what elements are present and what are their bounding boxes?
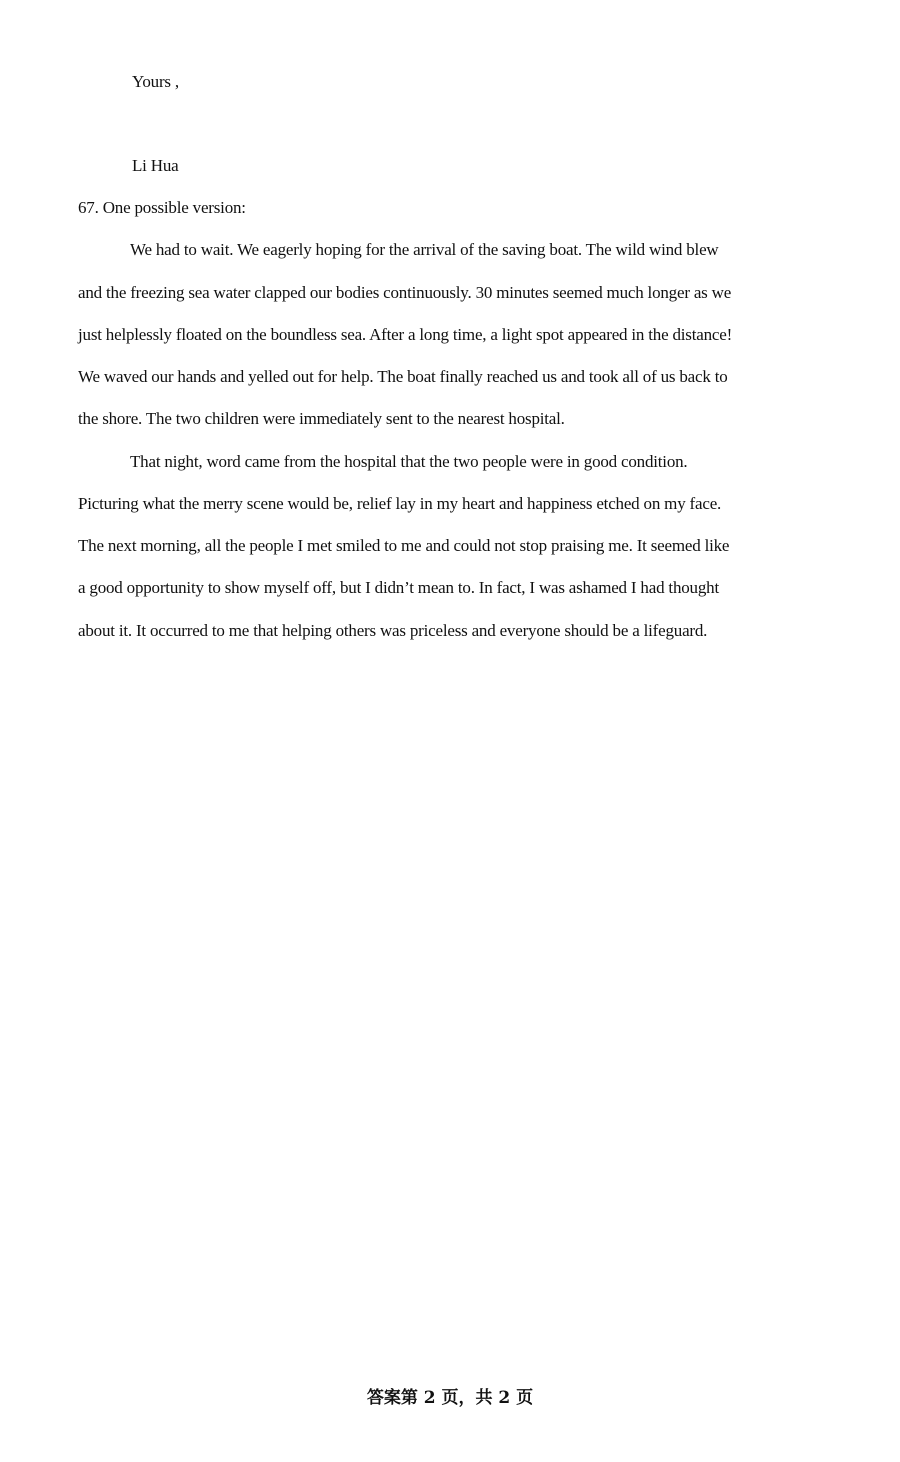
paragraph-line: Picturing what the merry scene would be, relief lay in my heart and happiness etched on my face. <box>78 494 722 513</box>
letter-signature: Li Hua <box>132 156 179 175</box>
paragraph-line: just helplessly floated on the boundless sea. After a long time, a light spot appeared in the distance! <box>78 325 733 344</box>
letter-valediction: Yours , <box>132 72 179 91</box>
page-footer: 答案第 2 页，共 2 页 <box>366 1388 534 1408</box>
paragraph-line: the shore. The two children were immediately sent to the nearest hospital. <box>78 409 565 428</box>
paragraph-line: and the freezing sea water clapped our bodies continuously. 30 minutes seemed much longer as we <box>78 283 732 302</box>
paragraph-line: That night, word came from the hospital that the two people were in good condition. <box>130 452 688 471</box>
paragraph-line: about it. It occurred to me that helping others was priceless and everyone should be a lifeguard. <box>78 621 708 640</box>
paragraph-line: We had to wait. We eagerly hoping for the arrival of the saving boat. The wild wind blew <box>130 240 719 259</box>
paragraph-line: We waved our hands and yelled out for help. The boat finally reached us and took all of us back to <box>78 367 728 386</box>
paragraph-line: a good opportunity to show myself off, but I didn’t mean to. In fact, I was ashamed I had thought <box>78 578 719 597</box>
paragraph-line: The next morning, all the people I met smiled to me and could not stop praising me. It seemed like <box>78 536 730 555</box>
question-number-label: 67. One possible version: <box>78 198 246 217</box>
